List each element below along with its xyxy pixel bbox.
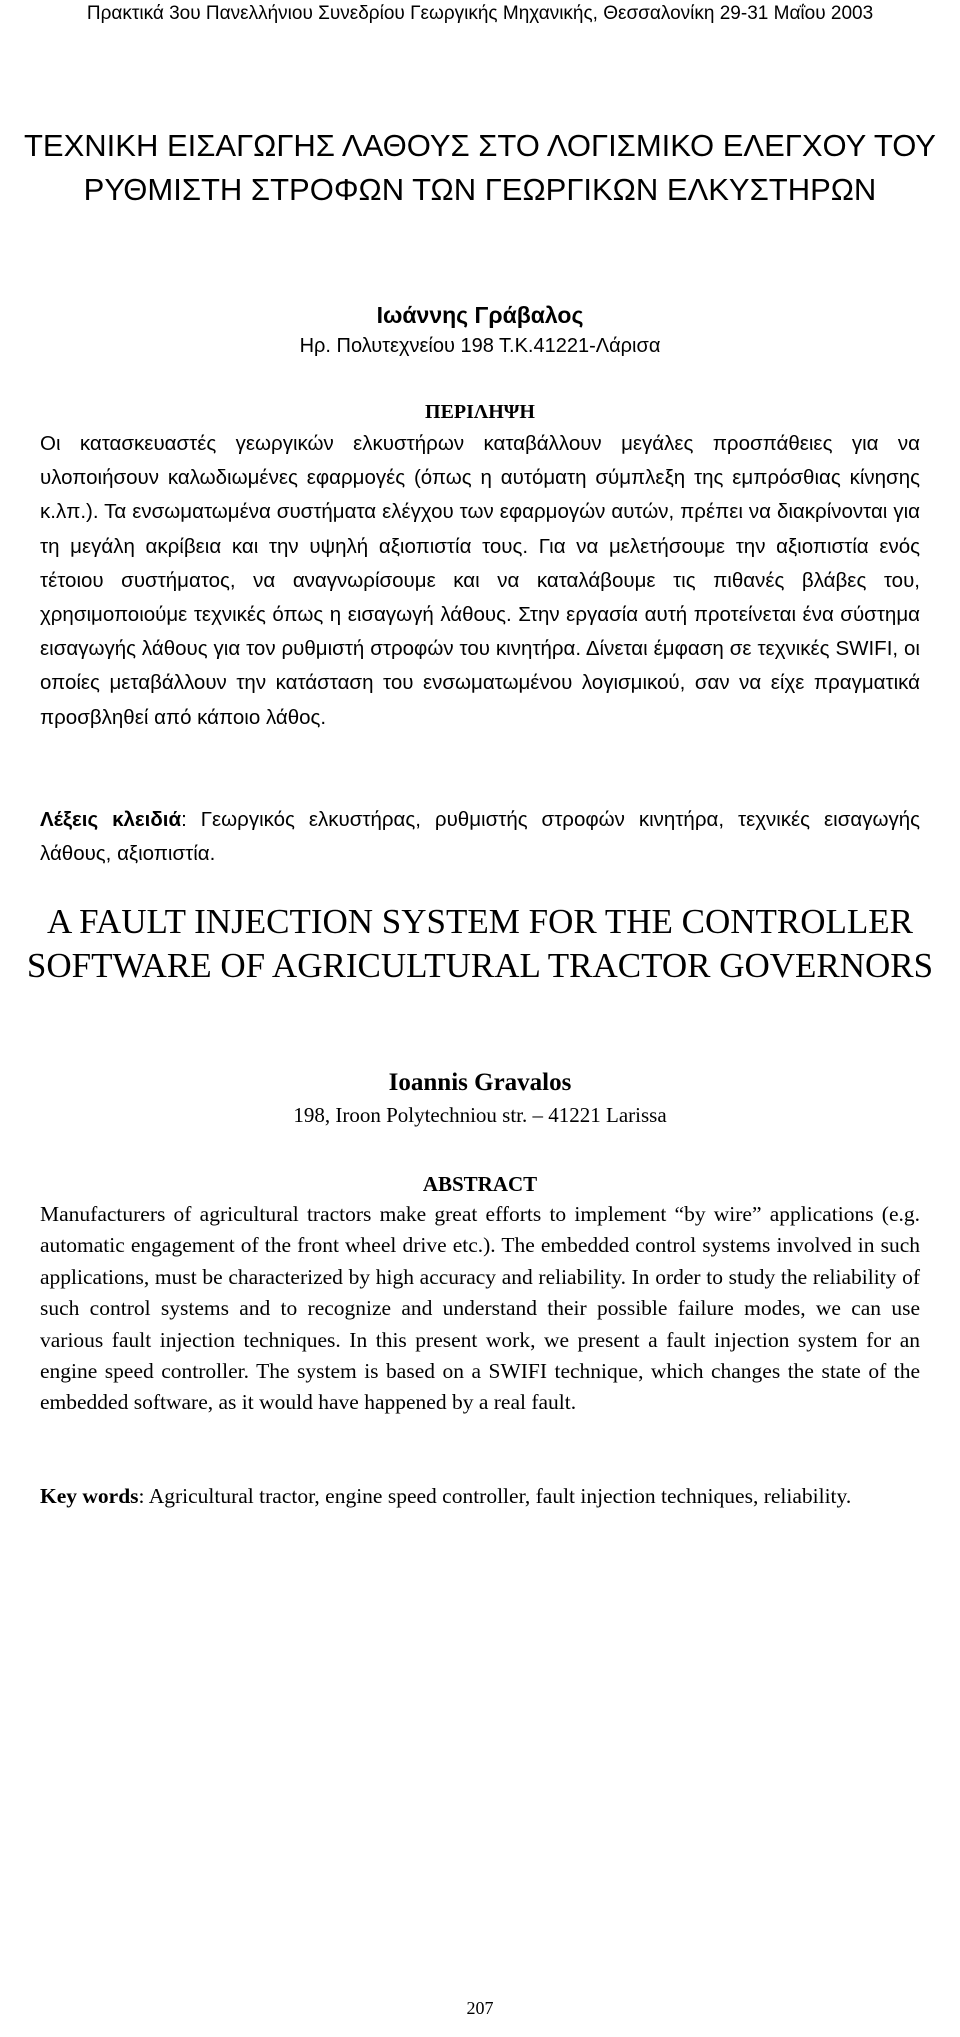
english-abstract-heading: ABSTRACT	[422, 1172, 538, 1196]
page-number: 207	[466, 1998, 494, 2018]
greek-abstract-heading: ΠΕΡΙΛΗΨΗ	[425, 401, 535, 423]
greek-keywords-text: : Γεωργικός ελκυστήρας, ρυθμιστής στροφών κινητήρα, τεχνικές εισαγωγής λάθους, αξιοπιστία.	[40, 808, 920, 866]
english-title: A FAULT INJECTION SYSTEM FOR THE CONTROLLER SOFTWARE OF AGRICULTURAL TRACTOR GOVERNORS	[26, 902, 934, 985]
english-author: Ioannis Gravalos	[388, 1069, 572, 1096]
greek-title: ΤΕΧΝΙΚΗ ΕΙΣΑΓΩΓΗΣ ΛΑΘΟΥΣ ΣΤΟ ΛΟΓΙΣΜΙΚΟ ΕΛΕΓΧΟΥ ΤΟΥ ΡΥΘΜΙΣΤΗ ΣΤΡΟΦΩΝ ΤΩΝ ΓΕΩΡΓΙΚΩΝ ΕΛΚΥΣΤΗΡΩΝ	[23, 128, 936, 207]
running-header: Πρακτικά 3ου Πανελλήνιου Συνεδρίου Γεωργικής Μηχανικής, Θεσσαλονίκη 29-31 Μαΐου 2003	[86, 3, 874, 24]
english-affiliation: 198, Iroon Polytechniou str. – 41221 Larissa	[293, 1103, 667, 1127]
greek-keywords-label: Λέξεις κλειδιά	[40, 808, 182, 831]
greek-abstract: Οι κατασκευαστές γεωργικών ελκυστήρων καταβάλλουν μεγάλες προσπάθειες για να υλοποιήσουν καλωδιωμένες εφαρμογές (όπως η αυτόματη σύμπλεξη της εμπρόσθιας κίνησης κ.λπ.). Τα ενσωματωμένα συστήματα ελέγχου των εφαρμογών αυτών, πρέπει να διακρίνονται για τη μεγάλη ακρίβεια και την υψηλή αξιοπιστία τους. Για να μελετήσουμε την αξιοπιστία ενός τέτοιου συστήματος, να αναγνωρίσουμε και να καταλάβουμε τις πιθανές βλάβες του, χρησιμοποιούμε τεχνικές όπως η εισαγωγή λάθους. Στην εργασία αυτή προτείνεται ένα σύστημα εισαγωγής λάθους για τον ρυθμιστή στροφών του κινητήρα. Δίνεται έμφαση σε τεχνικές SWIFI, οι οποίες μεταβάλλουν την κατάσταση του ενσωματωμένου λογισμικού, σαν να είχε πραγματικά προσβληθεί από κάποιο λάθος.	[40, 432, 920, 729]
english-keywords	[40, 1481, 920, 1512]
greek-keywords	[40, 803, 920, 871]
english-abstract: Manufacturers of agricultural tractors make great efforts to implement “by wire” applications (e.g. automatic engagement of the front wheel drive etc.). The embedded control systems involved in such applications, must be characterized by high accuracy and reliability. In order to study the reliability of such control systems and to recognize and understand their possible failure modes, we can use various fault injection techniques. In this present work, we present a fault injection system for an engine speed controller. The system is based on a SWIFI technique, which changes the state of the embedded software, as it would have happened by a real fault.	[40, 1202, 920, 1415]
greek-affiliation: Ηρ. Πολυτεχνείου 198 Τ.Κ.41221-Λάρισα	[299, 335, 661, 357]
english-keywords-text: : Agricultural tractor, engine speed controller, fault injection techniques, reliability.	[138, 1484, 852, 1508]
english-keywords-label: Key words	[40, 1484, 139, 1508]
greek-author: Ιωάννης Γράβαλος	[376, 302, 584, 328]
